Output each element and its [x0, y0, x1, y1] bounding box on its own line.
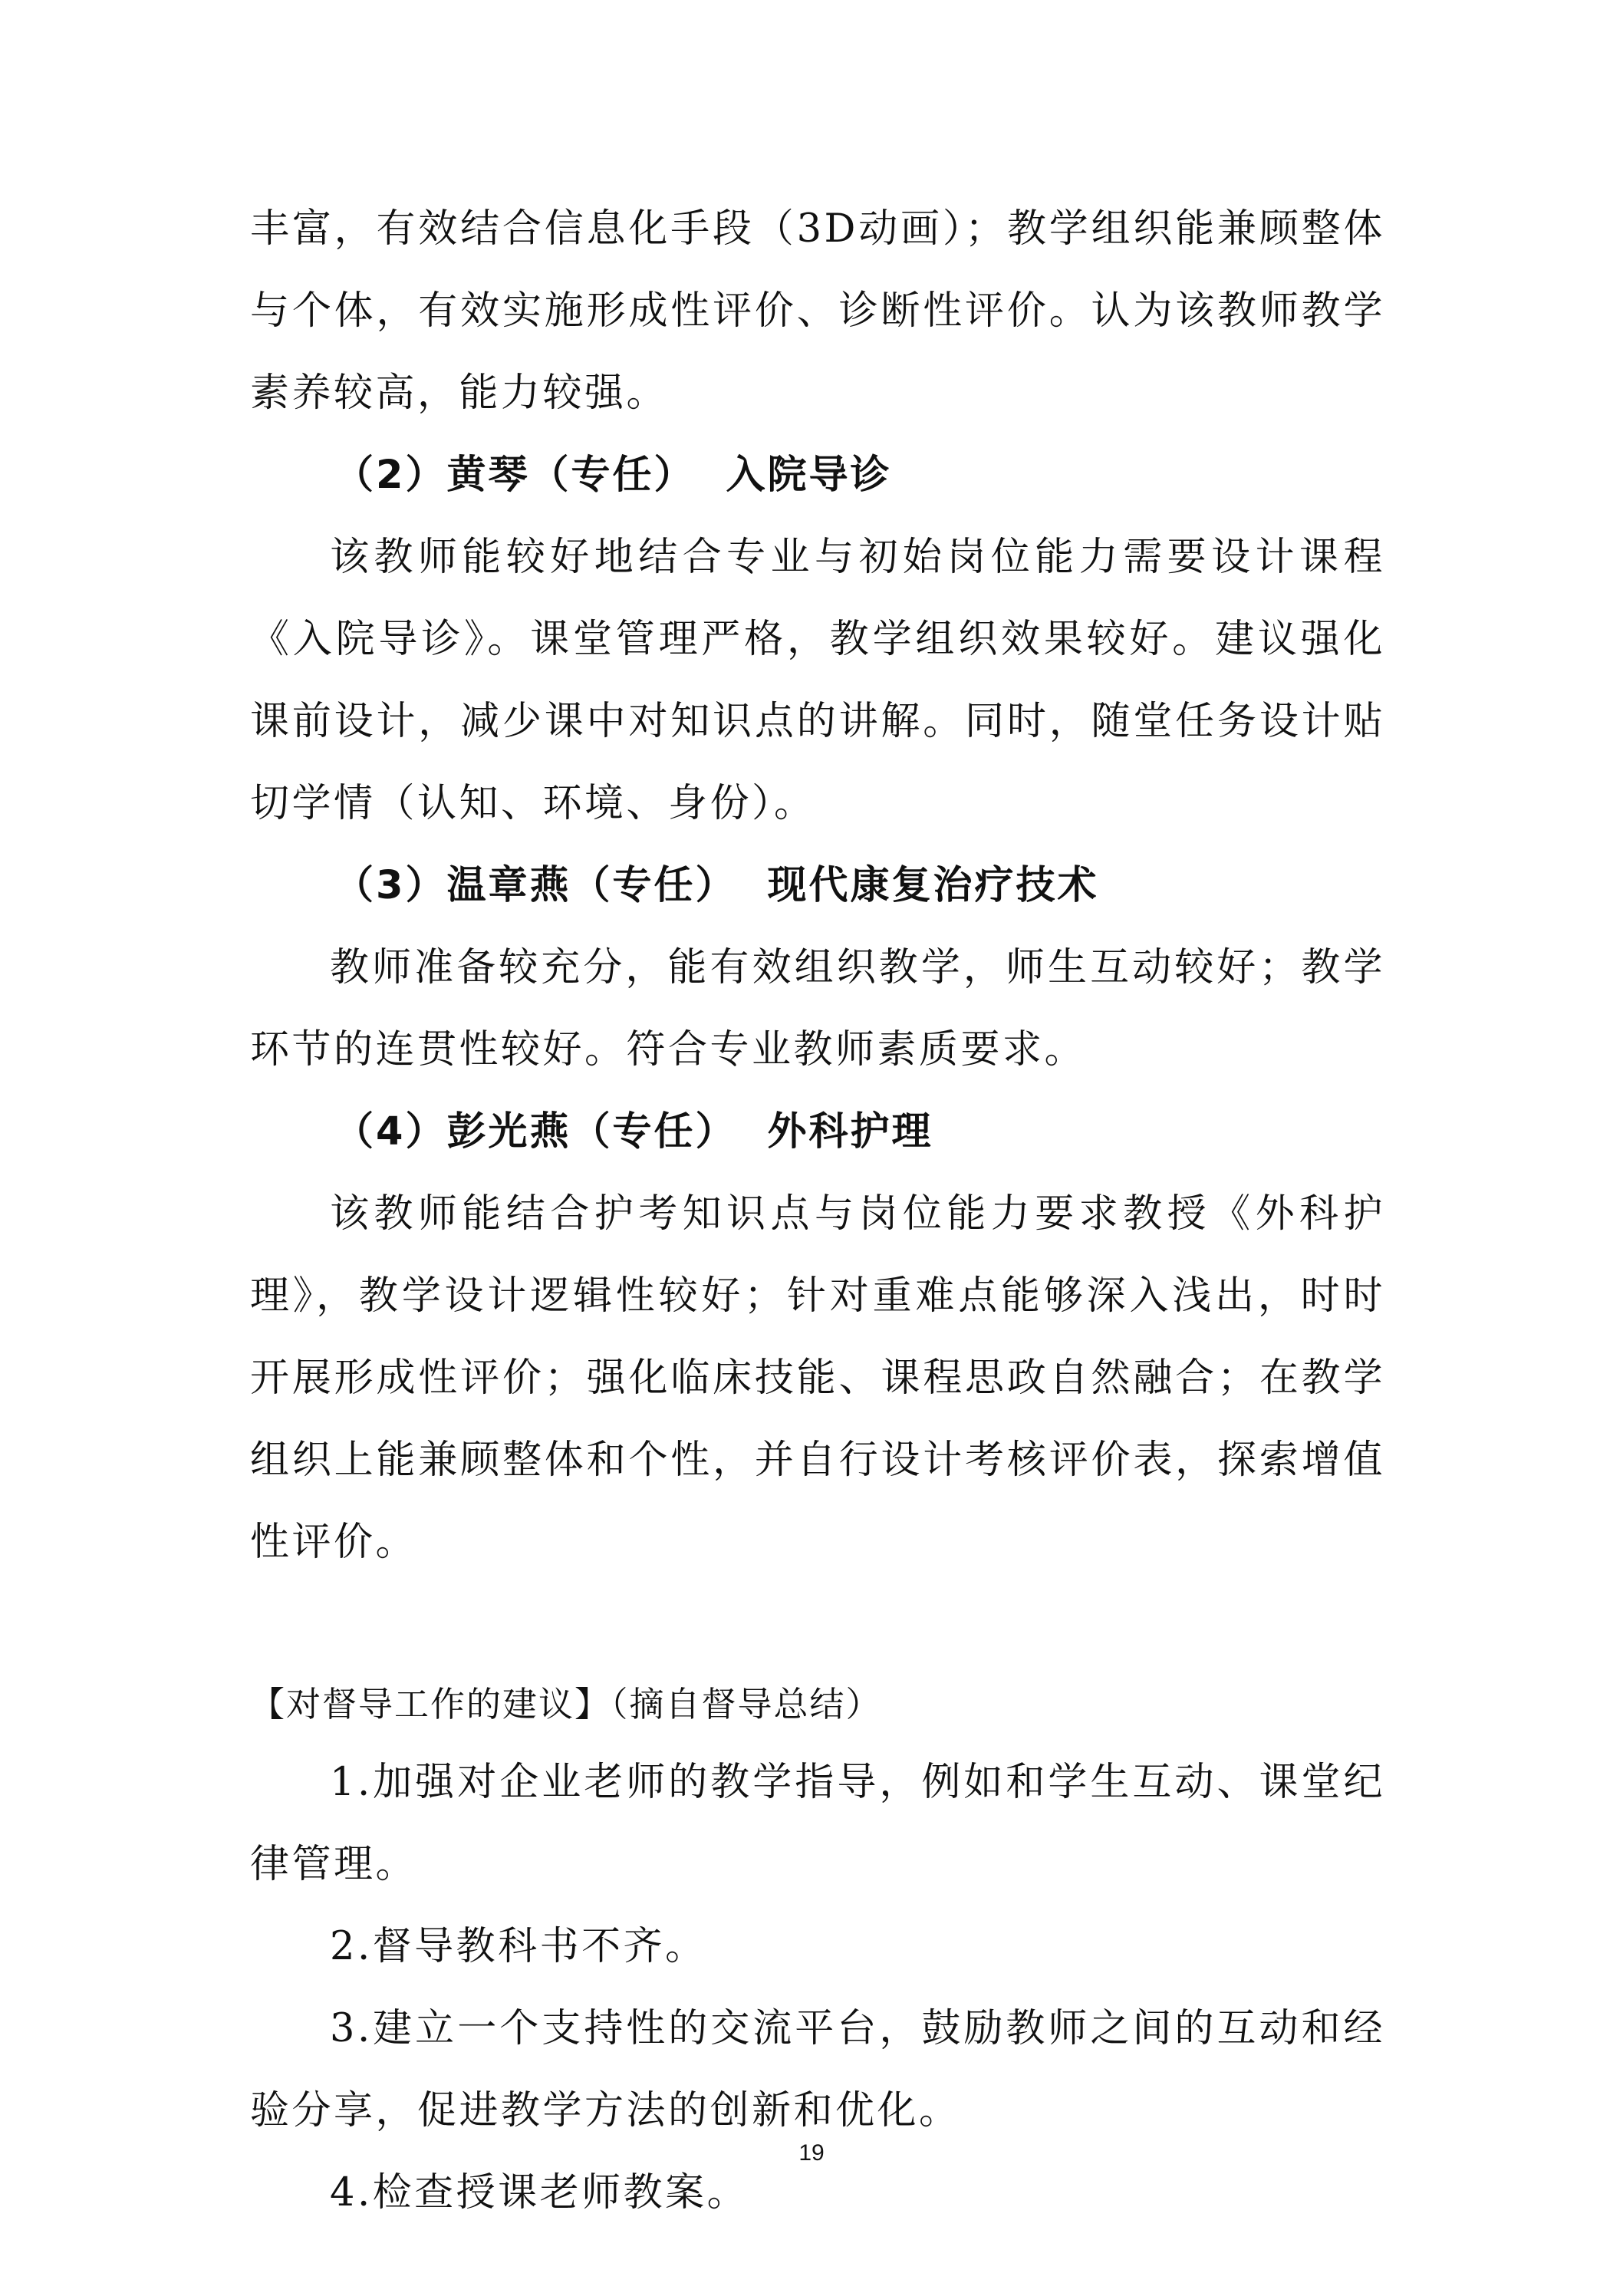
evaluation-heading-4 [250, 1091, 1385, 1173]
teacher-name: （4）彭光燕（专任） [334, 1109, 737, 1155]
course-name: 外科护理 [767, 1109, 933, 1155]
suggestion-item-4: 4.检查授课老师教案。 [330, 2170, 749, 2215]
evaluation-body-4: 该教师能结合护考知识点与岗位能力要求教授《外科护理》，教学设计逻辑性较好；针对重难点能够深入浅出，时时开展形成性评价；强化临床技能、课程思政自然融合；在教学组织上能兼顾整体和个性，并自行设计考核评价表，探索增值性评价。 [250, 1191, 1385, 1565]
teacher-name: （3）温章燕（专任） [334, 863, 737, 908]
teacher-name: （2）黄琴（专任） [334, 453, 696, 498]
page-content [250, 188, 1385, 2234]
suggestions-title: 【对督导工作的建议】（摘自督导总结） [250, 1684, 882, 1724]
continuation-paragraph: 丰富，有效结合信息化手段（3D动画）；教学组织能兼顾整体与个体，有效实施形成性评价、诊断性评价。认为该教师教学素养较高，能力较强。 [250, 206, 1385, 416]
suggestion-item-2: 2.督导教科书不齐。 [330, 1924, 707, 1969]
evaluation-heading-2 [250, 434, 1385, 516]
evaluation-heading-3 [250, 845, 1385, 927]
section-spacer [250, 1583, 1385, 1668]
suggestion-item-3: 3.建立一个支持性的交流平台，鼓励教师之间的互动和经验分享，促进教学方法的创新和优化。 [250, 2006, 1385, 2133]
page-number: 19 [798, 2140, 825, 2166]
suggestion-item-1: 1.加强对企业老师的教学指导，例如和学生互动、课堂纪律管理。 [250, 1760, 1385, 1887]
course-name: 入院导诊 [726, 453, 892, 498]
evaluation-body-3: 教师准备较充分，能有效组织教学，师生互动较好；教学环节的连贯性较好。符合专业教师素质要求。 [250, 945, 1385, 1072]
evaluation-body-2: 该教师能较好地结合专业与初始岗位能力需要设计课程《入院导诊》。课堂管理严格，教学组织效果较好。建议强化课前设计，减少课中对知识点的讲解。同时，随堂任务设计贴切学情（认知、环境、身份）。 [250, 535, 1385, 826]
course-name: 现代康复治疗技术 [767, 863, 1099, 908]
